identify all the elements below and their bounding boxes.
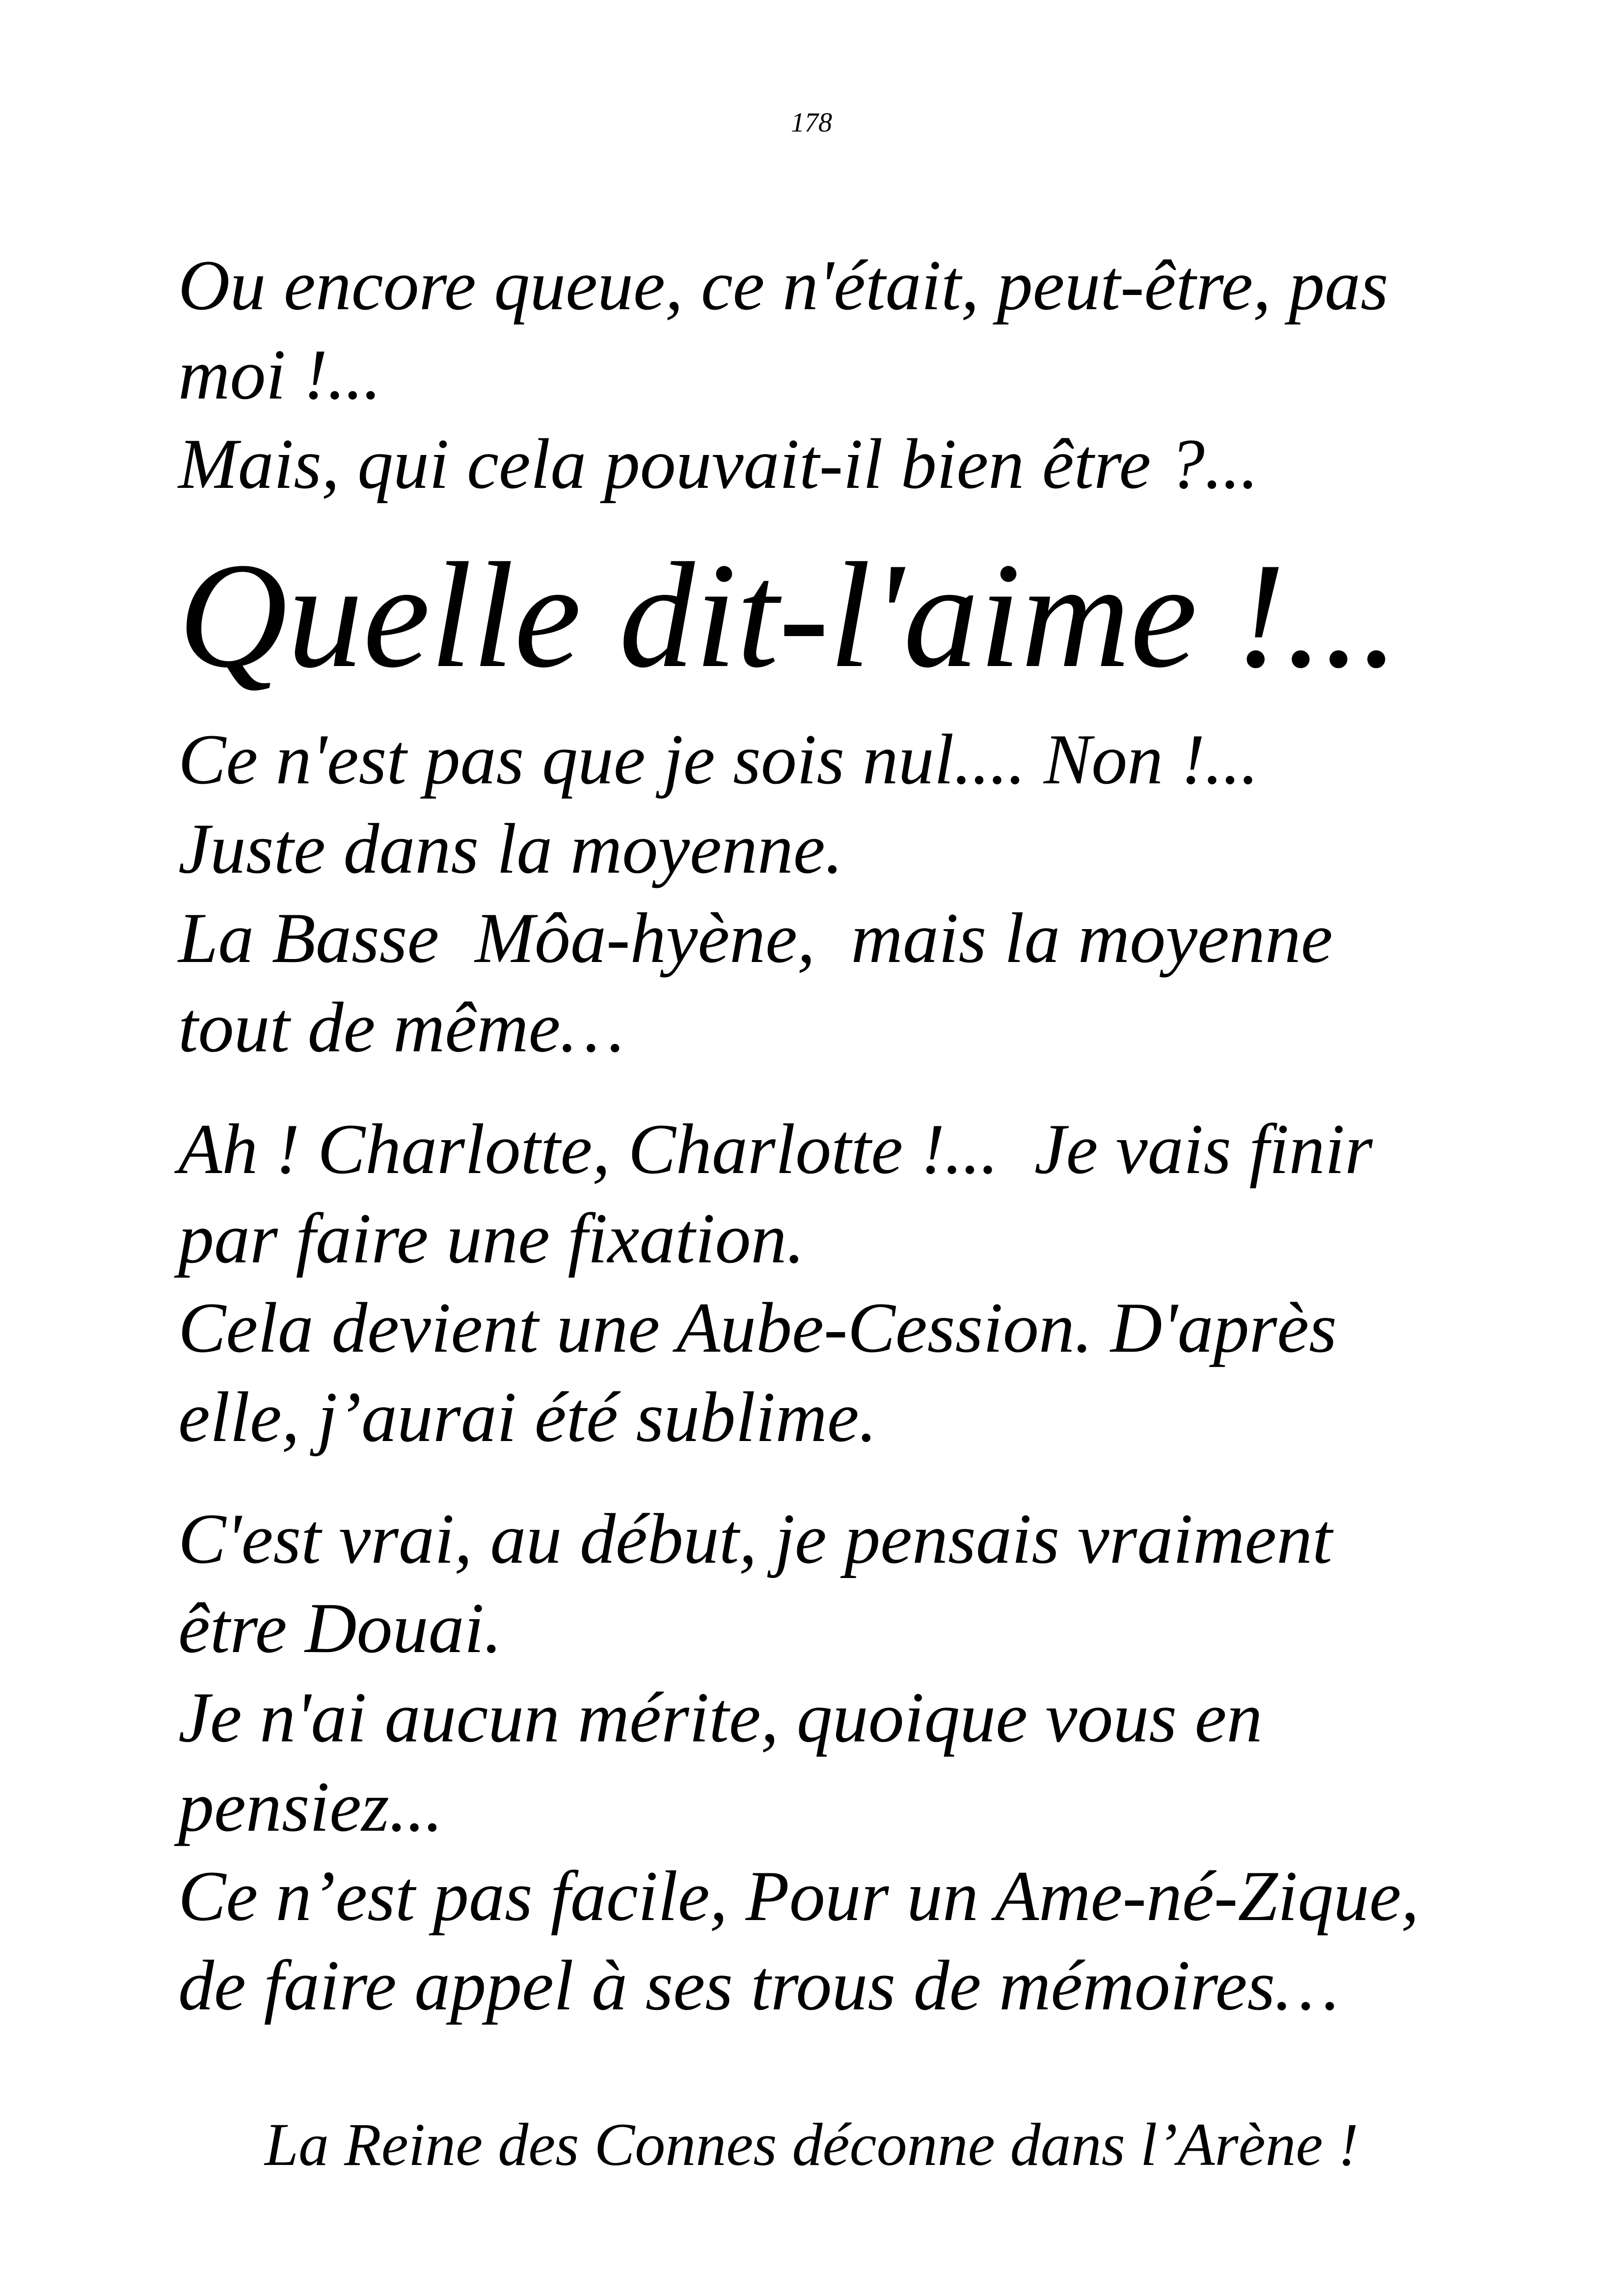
page-number: 178 — [791, 107, 832, 138]
text-line: La Basse Môa-hyène, mais la moyenne — [178, 898, 1333, 978]
text-line: être Douai. — [178, 1588, 502, 1668]
text-line: elle, j’aurai été sublime. — [178, 1377, 877, 1457]
footer-line: La Reine des Connes déconne dans l’Arène ! — [264, 2111, 1358, 2178]
paragraph-gap — [178, 1072, 1577, 1104]
text-line: Juste dans la moyenne. — [178, 809, 843, 888]
text-line: Mais, qui cela pouvait-il bien être ?... — [178, 424, 1259, 504]
text-line: tout de même… — [178, 988, 624, 1067]
text-line: moi !... — [178, 335, 381, 414]
intro-paragraph — [178, 240, 1577, 508]
paragraph-gap — [178, 1462, 1577, 1494]
text-line: de faire appel à ses trous de mémoires… — [178, 1946, 1339, 2025]
text-line: C'est vrai, au début, je pensais vraiment — [178, 1499, 1332, 1578]
paragraph-3 — [178, 1494, 1577, 2030]
headline: Quelle dit-l'aime !... — [178, 532, 1399, 699]
text-line: pensiez... — [178, 1767, 443, 1846]
paragraph-1 — [178, 715, 1577, 1072]
text-line: Ou encore queue, ce n'était, peut-être, pas — [178, 245, 1389, 325]
text-line: par faire une fixation. — [178, 1199, 805, 1278]
text-line: Cela devient une Aube-Cession. D'après — [178, 1288, 1337, 1367]
text-line: Ah ! Charlotte, Charlotte !... Je vais finir — [178, 1109, 1373, 1189]
paragraph-2 — [178, 1104, 1577, 1462]
text-line: Ce n’est pas facile, Pour un Ame-né-Zique, — [178, 1856, 1419, 1936]
text-line: Ce n'est pas que je sois nul.... Non !... — [178, 720, 1259, 799]
page-body — [178, 240, 1577, 2030]
text-line: Je n'ai aucun mérite, quoique vous en — [178, 1678, 1263, 1757]
